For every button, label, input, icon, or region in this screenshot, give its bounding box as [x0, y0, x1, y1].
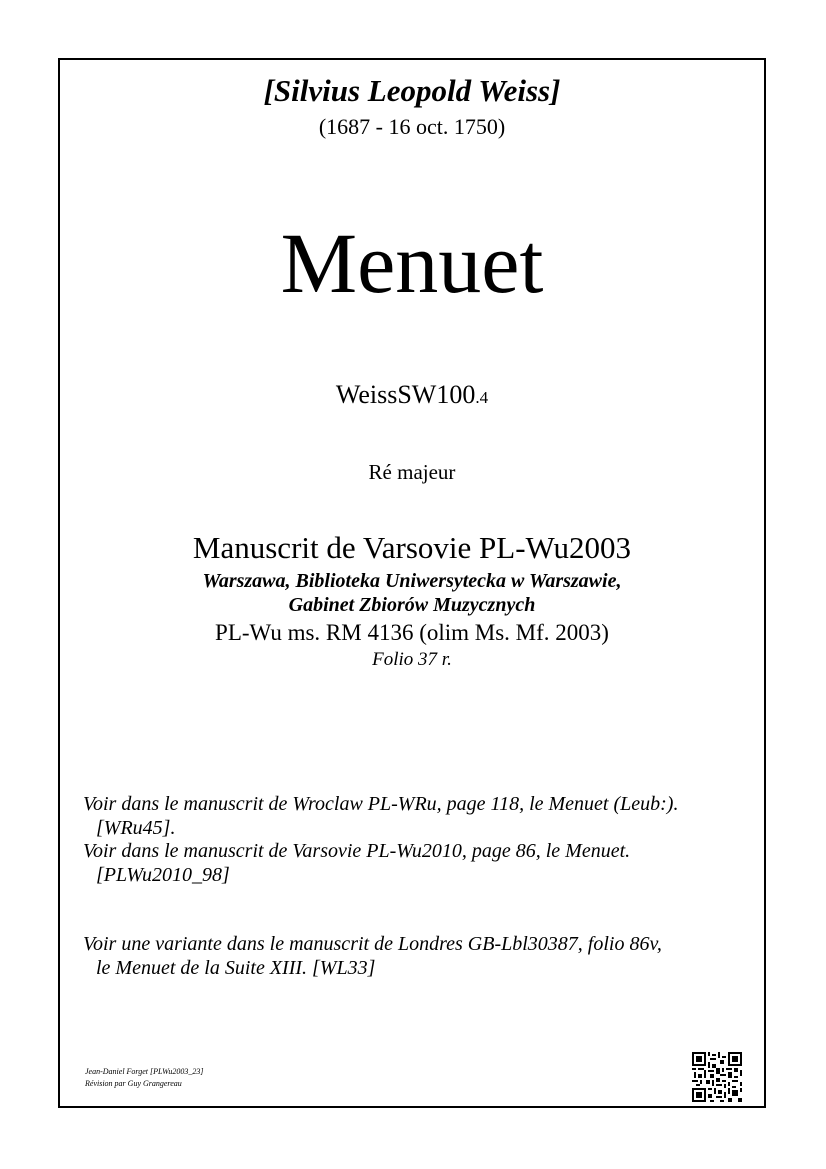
composer-name: [Silvius Leopold Weiss]: [263, 73, 561, 108]
library-line-2: Gabinet Zbiorów Muzycznych: [288, 594, 536, 616]
credits-editor: Jean-Daniel Forget [PLWu2003_23]: [85, 1067, 204, 1076]
piece-title: Menuet: [280, 215, 544, 311]
credits: [85, 1066, 204, 1090]
catalog-prefix: WeissSW100: [335, 380, 476, 409]
catalog-suffix: .4: [475, 388, 489, 407]
reference-2-line-1: Voir dans le manuscrit de Varsovie PL-Wu2010, page 86, le Menuet.: [83, 840, 631, 862]
credits-revision: Révision par Guy Grangereau: [85, 1079, 182, 1088]
variant-line-1: Voir une variante dans le manuscrit de Londres GB-Lbl30387, folio 86v,: [83, 933, 662, 955]
concordance-references: [83, 793, 753, 887]
folio: Folio 37 r.: [372, 649, 452, 670]
shelfmark: PL-Wu ms. RM 4136 (olim Ms. Mf. 2003): [215, 620, 609, 645]
reference-1-line-1: Voir dans le manuscrit de Wroclaw PL-WRu, page 118, le Menuet (Leub:).: [83, 793, 679, 815]
manuscript-name: Manuscrit de Varsovie PL-Wu2003: [192, 530, 632, 565]
reference-1-line-2: [WRu45].: [96, 816, 176, 839]
catalog-number: [58, 380, 766, 410]
variant-line-2: le Menuet de la Suite XIII. [WL33]: [96, 956, 376, 979]
qr-code-icon: [692, 1052, 742, 1102]
key-signature: Ré majeur: [368, 460, 456, 484]
library-line-1: Warszawa, Biblioteka Uniwersytecka w Warszawie,: [202, 570, 622, 592]
reference-2-line-2: [PLWu2010_98]: [96, 863, 230, 886]
composer-dates: (1687 - 16 oct. 1750): [318, 114, 506, 139]
variant-reference: [83, 933, 753, 980]
